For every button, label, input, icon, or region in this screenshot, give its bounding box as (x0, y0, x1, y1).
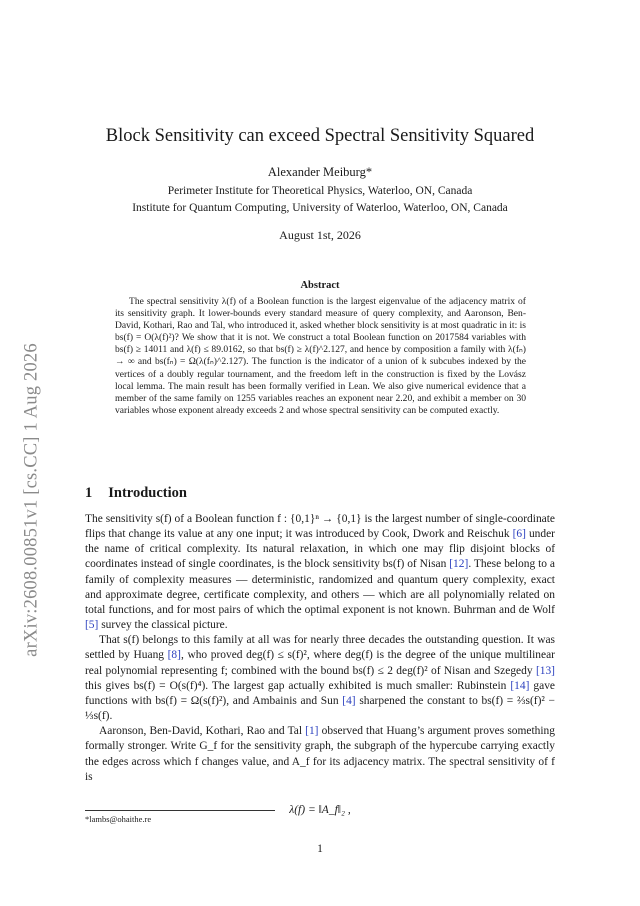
citation-link[interactable]: [12] (449, 558, 469, 571)
body-text-segment: gave functions with bs(f) = Ω(s(f)²), and Ambainis and Sun (85, 679, 555, 707)
abstract-heading: Abstract (300, 280, 340, 291)
paper-title: Block Sensitivity can exceed Spectral Sensitivity Squared (105, 126, 535, 146)
arxiv-identifier: arXiv:2608.00851v1 [cs.CC] 1 Aug 2026 (21, 343, 42, 657)
section-heading (85, 485, 187, 502)
display-equation: λ(f) = ‖A_f‖₂ , (289, 804, 351, 816)
body-paragraph (85, 724, 555, 785)
section-title: Introduction (108, 485, 187, 501)
citation-link[interactable]: [1] (305, 725, 319, 738)
citation-link[interactable]: [8] (167, 649, 181, 662)
paper-date: August 1st, 2026 (279, 228, 361, 242)
abstract-text: The spectral sensitivity λ(f) of a Boolean function is the largest eigenvalue of the adjacency matrix of its sensitivity graph. It lower-bounds every standard measure of query complexity, and Aaronson, Ben-David, Kothari, Rao and Tal, who introduced it, asked whether block sensitivity is at most quadratic in it: is bs(f) = O(λ(f)²)? We show that it is not. We construct a total Boolean function on 2017584 variables with bs(f) ≥ 14011 and λ(f) ≤ 89.0162, so that bs(f) ≥ λ(f)^2.127, and hence by composition a family with λ(fₙ) → ∞ and bs(fₙ) = Ω(λ(fₙ)^2.127). The function is the indicator of a union of k subcubes indexed by the vertices of a doubly regular tournament, and the freedom left in the construction is fixed by the Lovász local lemma. The main result has been formally verified in Lean. We also give numerical evidence that a member of the same family on 1255 variables reaches an exponent near 2.20, and exhibit a member on 30 variables whose exponent already exceeds 2 and whose spectral sensitivity can be computed exactly. (115, 296, 526, 416)
citation-link[interactable]: [6] (512, 528, 526, 541)
footnote: *lambs@ohaithe.re (85, 814, 152, 824)
affiliation-1: Perimeter Institute for Theoretical Physics, Waterloo, ON, Canada (167, 185, 473, 197)
arxiv-stamp (18, 330, 46, 670)
body-text-segment: under the name of critical complexity. Its natural relaxation, in which one may flip disjoint blocks of coordinates instead of single coordinates, is the block sensitivity bs(f) of Nisan (85, 528, 555, 571)
body-text-segment: observed that Huang’s argument proves something formally stronger. Write G_f for the sensitivity graph, the subgraph of the hypercube carrying exactly the edges across which f changes value, and A_f for its adjacency matrix. The spectral sensitivity of f is (85, 725, 555, 783)
body-text-segment: That s(f) belongs to this family at all was for nearly three decades the outstanding question. It was settled by Huang (85, 634, 555, 662)
footnote-rule (85, 810, 275, 811)
body-text-segment: Aaronson, Ben-David, Kothari, Rao and Tal (99, 725, 306, 738)
page-number: 1 (317, 843, 323, 855)
body-text-segment: The sensitivity s(f) of a Boolean function f : {0,1}ⁿ → {0,1} is the largest number of single-coordinate flips that change its value at any one input; it was introduced by Cook, Dwork and Reischuk (85, 513, 555, 541)
body-text-segment: this gives bs(f) = O(s(f)⁴). The largest gap actually exhibited is much smaller: Rubinstein (85, 679, 511, 692)
affiliation-2: Institute for Quantum Computing, University of Waterloo, Waterloo, ON, Canada (132, 202, 508, 214)
body-text-segment: sharpened the constant to bs(f) = ⅔s(f)² − ⅓s(f). (85, 694, 555, 723)
author-name: Alexander Meiburg* (267, 165, 373, 179)
body-paragraph (85, 633, 555, 724)
introduction-body (85, 512, 555, 785)
section-number: 1 (85, 485, 93, 501)
citation-link[interactable]: [5] (85, 619, 99, 632)
body-text-segment: survey the classical picture. (98, 619, 228, 632)
body-paragraph (85, 512, 555, 633)
citation-link[interactable]: [13] (535, 664, 555, 677)
citation-link[interactable]: [4] (342, 694, 356, 707)
body-text-segment: . These belong to a family of complexity measures — deterministic, randomized and quantum query complexity, exact and approximate degree, certificate complexity, and others — which are all polynomially related on total functions, and for most pairs of which the optimal exponent is not known. Buhrman and de Wolf (85, 558, 555, 616)
citation-link[interactable]: [14] (510, 679, 530, 692)
body-text-segment: , who proved deg(f) ≤ s(f)², where deg(f) is the degree of the unique multilinear real polynomial representing f; combined with the bound bs(f) ≤ 2 deg(f)² of Nisan and Szegedy (85, 649, 555, 677)
